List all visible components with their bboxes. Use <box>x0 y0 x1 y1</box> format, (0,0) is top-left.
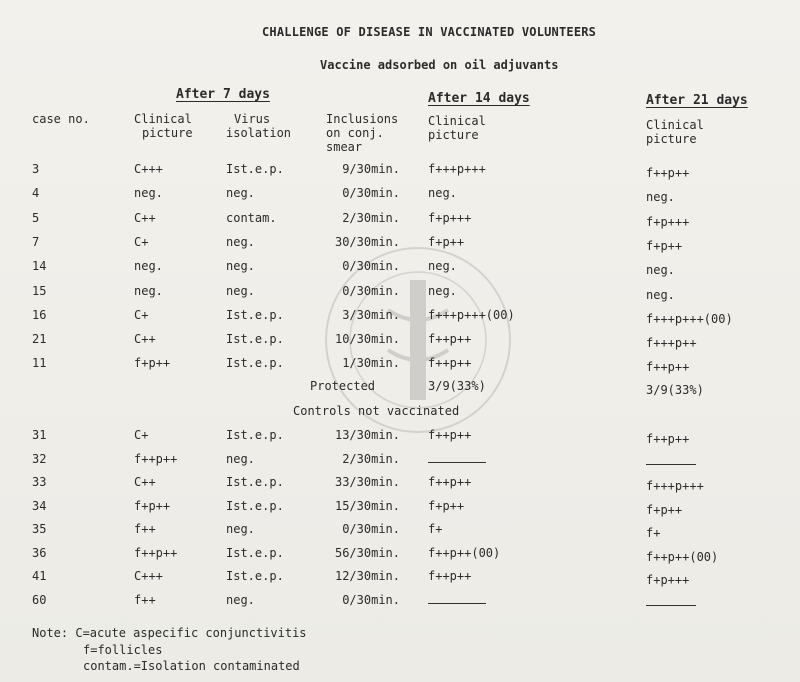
control-cell-d14: f+p++ <box>428 498 465 513</box>
header-clinical-picture-7: Clinical picture <box>134 112 193 140</box>
control-cell-clin7: f++ <box>134 592 156 607</box>
table-row <box>0 332 800 352</box>
vaccinated-cell-case: 21 <box>32 332 47 347</box>
protected-day21: 3/9(33%) <box>646 383 704 397</box>
section-after-14-days: After 14 days <box>428 91 530 106</box>
control-cell-d14: f++p++ <box>428 569 472 583</box>
control-cell-case: 36 <box>32 545 47 560</box>
vaccinated-cell-case: 3 <box>32 162 40 176</box>
vaccinated-cell-d21: neg. <box>646 263 675 278</box>
control-cell-virus: neg. <box>226 592 255 607</box>
control-cell-case: 60 <box>32 592 47 607</box>
control-cell-incl: 56/30min. <box>334 545 400 560</box>
header-clinical-picture-21: Clinical picture <box>646 118 704 146</box>
vaccinated-cell-case: 11 <box>32 356 47 371</box>
vaccinated-cell-virus: neg. <box>226 259 255 274</box>
control-cell-case: 31 <box>32 428 47 442</box>
table-row <box>0 284 800 304</box>
table-row <box>0 428 800 448</box>
vaccinated-cell-virus: contam. <box>226 210 277 225</box>
control-cell-d14: f++p++ <box>428 428 472 442</box>
vaccinated-cell-incl: 10/30min. <box>334 332 400 347</box>
control-cell-clin7: C++ <box>134 475 156 489</box>
control-cell-d14: f+ <box>428 522 443 536</box>
controls-label: Controls not vaccinated <box>293 404 460 418</box>
protected-day14: 3/9(33%) <box>428 379 486 393</box>
vaccinated-cell-clin7: C++ <box>134 210 156 225</box>
vaccinated-cell-virus: Ist.e.p. <box>226 162 284 176</box>
table-row <box>0 499 800 519</box>
vaccinated-cell-d21: f+p++ <box>646 238 683 253</box>
vaccinated-cell-clin7: C++ <box>134 332 156 347</box>
vaccinated-cell-d21: neg. <box>646 190 675 205</box>
vaccinated-cell-clin7: f+p++ <box>134 356 171 371</box>
vaccinated-cell-incl: 9/30min. <box>342 162 400 176</box>
control-cell-case: 35 <box>32 522 47 536</box>
vaccinated-cell-incl: 2/30min. <box>342 210 400 225</box>
control-cell-d21: f+ <box>646 526 661 540</box>
control-cell-virus: Ist.e.p. <box>226 569 284 583</box>
control-cell-case: 34 <box>32 498 47 513</box>
table-row <box>0 162 800 182</box>
blank-entry-line <box>428 462 486 463</box>
control-cell-clin7: f+p++ <box>134 498 171 513</box>
control-cell-d21: f+p++ <box>646 502 683 517</box>
control-cell-incl: 0/30min. <box>342 522 400 536</box>
header-case-no: case no. <box>32 112 90 126</box>
vaccinated-cell-clin7: C+++ <box>134 162 163 176</box>
vaccinated-cell-d14: neg. <box>428 283 457 298</box>
vaccinated-cell-clin7: C+ <box>134 234 149 249</box>
vaccinated-cell-virus: neg. <box>226 283 255 298</box>
blank-entry-line <box>646 605 696 606</box>
vaccinated-cell-d21: f++p++ <box>646 360 690 375</box>
vaccinated-cell-d14: neg. <box>428 186 457 201</box>
control-cell-virus: Ist.e.p. <box>226 475 284 489</box>
blank-entry-line <box>646 464 696 465</box>
table-row <box>0 593 800 613</box>
table-row <box>0 356 800 376</box>
vaccinated-cell-clin7: neg. <box>134 283 163 298</box>
table-row <box>0 308 800 328</box>
control-cell-clin7: f++p++ <box>134 451 178 466</box>
control-cell-clin7: f++p++ <box>134 545 178 560</box>
header-virus-isolation: Virus isolation <box>226 112 292 140</box>
control-cell-incl: 15/30min. <box>334 498 400 513</box>
section-after-7-days: After 7 days <box>176 87 270 102</box>
vaccinated-cell-d14: f++p++ <box>428 356 472 371</box>
vaccinated-cell-d21: f+++p+++(00) <box>646 311 733 326</box>
blank-entry-line <box>428 603 486 604</box>
document-title: CHALLENGE OF DISEASE IN VACCINATED VOLUNTEERS <box>262 25 597 39</box>
table-row <box>0 452 800 472</box>
header-clinical-picture-14: Clinical picture <box>428 114 486 142</box>
vaccinated-cell-d14: f++p++ <box>428 332 472 347</box>
control-cell-virus: Ist.e.p. <box>226 545 284 560</box>
vaccinated-cell-d14: f+p++ <box>428 234 465 249</box>
vaccinated-cell-d21: f+p+++ <box>646 214 690 229</box>
control-cell-virus: neg. <box>226 451 255 466</box>
vaccinated-cell-clin7: neg. <box>134 186 163 201</box>
vaccinated-cell-d21: f++p++ <box>646 166 690 180</box>
control-cell-virus: Ist.e.p. <box>226 428 284 442</box>
note-line-1: Note: C=acute aspecific conjunctivitis <box>32 626 307 640</box>
control-cell-case: 32 <box>32 451 47 466</box>
protected-label: Protected <box>310 379 376 393</box>
vaccinated-cell-clin7: neg. <box>134 259 163 274</box>
vaccinated-cell-case: 15 <box>32 283 47 298</box>
table-row <box>0 569 800 589</box>
vaccinated-cell-case: 16 <box>32 307 47 322</box>
control-cell-incl: 12/30min. <box>334 569 400 583</box>
control-cell-d21: f+++p+++ <box>646 479 704 493</box>
control-cell-virus: neg. <box>226 522 255 536</box>
vaccinated-cell-d14: f+++p+++(00) <box>428 307 515 322</box>
vaccinated-cell-d21: f+++p++ <box>646 336 697 351</box>
control-cell-d14: f++p++(00) <box>428 545 501 560</box>
vaccinated-cell-case: 5 <box>32 210 40 225</box>
vaccinated-cell-case: 4 <box>32 186 40 201</box>
control-cell-clin7: f++ <box>134 522 156 536</box>
vaccinated-cell-clin7: C+ <box>134 307 149 322</box>
vaccinated-cell-d14: neg. <box>428 259 457 274</box>
vaccinated-cell-incl: 3/30min. <box>342 307 400 322</box>
note-line-3: contam.=Isolation contaminated <box>83 659 300 673</box>
control-cell-incl: 13/30min. <box>334 428 400 442</box>
table-row <box>0 235 800 255</box>
header-inclusions: Inclusions on conj. smear <box>326 112 399 154</box>
control-cell-clin7: C+++ <box>134 569 163 583</box>
vaccinated-cell-virus: Ist.e.p. <box>226 307 284 322</box>
vaccinated-cell-case: 7 <box>32 234 40 249</box>
vaccinated-cell-virus: Ist.e.p. <box>226 356 284 371</box>
vaccinated-cell-d14: f+p+++ <box>428 210 472 225</box>
table-row <box>0 186 800 206</box>
vaccinated-cell-d21: neg. <box>646 287 675 302</box>
table-row <box>0 475 800 495</box>
section-after-21-days: After 21 days <box>646 93 748 108</box>
table-row <box>0 546 800 566</box>
control-cell-d21: f++p++(00) <box>646 549 719 564</box>
vaccinated-cell-d14: f+++p+++ <box>428 162 486 176</box>
control-cell-incl: 2/30min. <box>342 451 400 466</box>
vaccinated-cell-virus: neg. <box>226 234 255 249</box>
vaccinated-cell-incl: 0/30min. <box>342 259 400 274</box>
control-cell-incl: 0/30min. <box>342 592 400 607</box>
control-cell-case: 33 <box>32 475 47 489</box>
table-row <box>0 211 800 231</box>
vaccinated-cell-virus: neg. <box>226 186 255 201</box>
vaccinated-cell-virus: Ist.e.p. <box>226 332 284 347</box>
table-row <box>0 259 800 279</box>
control-cell-case: 41 <box>32 569 47 583</box>
control-cell-virus: Ist.e.p. <box>226 498 284 513</box>
vaccinated-cell-incl: 30/30min. <box>334 234 400 249</box>
vaccinated-cell-incl: 0/30min. <box>342 283 400 298</box>
vaccinated-cell-incl: 1/30min. <box>342 356 400 371</box>
control-cell-d21: f++p++ <box>646 432 690 446</box>
control-cell-clin7: C+ <box>134 428 149 442</box>
control-cell-d14: f++p++ <box>428 475 472 489</box>
control-cell-incl: 33/30min. <box>334 475 400 489</box>
control-cell-d21: f+p+++ <box>646 573 690 587</box>
table-row <box>0 522 800 542</box>
vaccinated-cell-incl: 0/30min. <box>342 186 400 201</box>
vaccinated-cell-case: 14 <box>32 259 47 274</box>
note-line-2: f=follicles <box>83 643 163 657</box>
document-subtitle: Vaccine adsorbed on oil adjuvants <box>320 58 559 72</box>
